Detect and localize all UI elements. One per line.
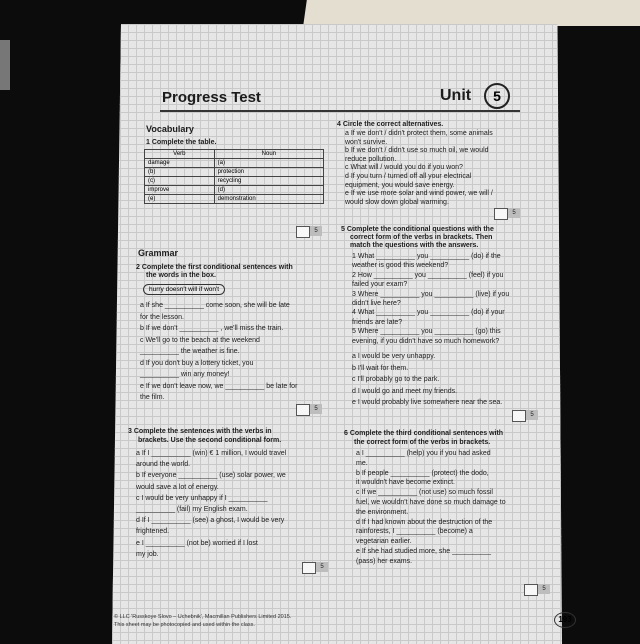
ex5-instruction: match the questions with the answers. xyxy=(350,242,479,249)
exercise-line: e I __________ (not be) worried if I lost xyxy=(136,539,258,547)
score-total: 5 xyxy=(538,584,550,594)
word-box: hurry doesn't will if won't xyxy=(143,284,225,295)
ex6-instruction: the correct form of the verbs in brackets. xyxy=(354,439,491,446)
score-box[interactable] xyxy=(494,208,508,220)
table-header-row xyxy=(145,150,324,159)
exercise-line: 5 Where __________ you __________ (go) this xyxy=(352,328,501,336)
exercise-line: my job. xyxy=(136,550,159,558)
exercise-line: would slow down global warming. xyxy=(345,198,449,206)
exercise-line: a I __________ (help) you if you had asked xyxy=(356,450,491,457)
exercise-line: equipment, you would save energy. xyxy=(345,181,455,189)
score-box[interactable] xyxy=(296,404,310,416)
exercise-line: fuel, we wouldn't have done so much damage to xyxy=(356,499,506,506)
vocabulary-heading: Vocabulary xyxy=(146,124,194,134)
exercise-line: b If we don't / didn't use so much oil, we would xyxy=(345,147,489,155)
table-cell: (d) xyxy=(214,186,323,195)
exercise-line: a If she __________ come soon, she will be late xyxy=(140,302,290,309)
exercise-line: __________ the weather is fine. xyxy=(140,348,240,355)
exercise-line: a I would be very unhappy. xyxy=(352,353,436,360)
ex6-instruction: 6 Complete the third conditional sentences with xyxy=(344,430,504,437)
table-cell: recycling xyxy=(214,177,323,186)
exercise-line: the environment. xyxy=(356,508,409,516)
table-row xyxy=(145,168,324,177)
exercise-line: the film. xyxy=(140,394,165,401)
exercise-line: for the lesson. xyxy=(140,313,184,321)
exercise-line: reduce pollution. xyxy=(345,155,397,163)
exercise-line: b If people __________ (protect) the dodo, xyxy=(356,469,489,477)
exercise-line: d If I __________ (see) a ghost, I would be very xyxy=(136,517,285,525)
exercise-line: d If I had known about the destruction of the xyxy=(356,518,493,526)
exercise-line: evening, if you didn't have so much homework? xyxy=(352,337,500,345)
exercise-line: me. xyxy=(356,459,368,467)
ex3-instruction: 3 Complete the sentences with the verbs in xyxy=(128,428,272,435)
table-row xyxy=(145,195,324,204)
exercise-line: vegetarian earlier. xyxy=(356,538,412,546)
exercise-line: d I would go and meet my friends. xyxy=(352,387,458,395)
exercise-line: a If we don't / didn't protect them, some animals xyxy=(345,130,493,137)
exercise-line: d If you turn / turned off all your electrical xyxy=(345,173,472,180)
ex2-instruction: 2 Complete the first conditional sentences with xyxy=(136,264,293,271)
score-total: 5 xyxy=(316,562,328,572)
page-number: 193 xyxy=(554,612,576,628)
exercise-line: c We'll go to the beach at the weekend xyxy=(140,336,260,344)
exercise-line: c If we __________ (not use) so much fossil xyxy=(356,489,493,497)
column-header: Verb xyxy=(145,150,215,159)
ex2-instruction: the words in the box. xyxy=(146,272,217,279)
exercise-line: weather is good this weekend? xyxy=(352,262,449,270)
ex5-instruction: correct form of the verbs in brackets. Then xyxy=(350,234,493,241)
table-cell: protection xyxy=(214,168,323,177)
exercise-line: e I would probably live somewhere near the sea. xyxy=(352,399,503,406)
exercise-line: won't survive. xyxy=(345,138,388,146)
exercise-line: around the world. xyxy=(136,461,191,469)
exercise-line: 1 What __________ you __________ (do) if the xyxy=(352,253,501,260)
table-cell: demonstration xyxy=(214,195,323,204)
exercise-line: d If you don't buy a lottery ticket, you xyxy=(140,359,254,367)
score-total: 5 xyxy=(310,226,322,236)
score-total: 5 xyxy=(508,208,520,218)
exercise-line: it wouldn't have become extinct. xyxy=(356,479,456,487)
table-cell: improve xyxy=(145,186,215,195)
copyright-text: © LLC 'Russkoye Slovo – Uchebnik', Macmillan Publishers Limited 2015. xyxy=(114,614,292,620)
unit-label: Unit xyxy=(440,87,472,104)
exercise-line: c I would be very unhappy if I __________ xyxy=(136,494,268,502)
exercise-line: b If we don't __________ , we'll miss the train. xyxy=(140,325,284,332)
exercise-line: __________ win any money! xyxy=(140,371,230,378)
exercise-line: e If she had studied more, she __________ xyxy=(356,548,492,555)
exercise-line: 2 How __________ you __________ (feel) if you xyxy=(352,271,504,279)
table-cell: (c) xyxy=(145,177,215,186)
table-row xyxy=(145,177,324,186)
header-rule xyxy=(160,110,520,112)
exercise-line: __________ (fail) my English exam. xyxy=(136,506,248,513)
ex1-instruction: 1 Complete the table. xyxy=(146,139,217,146)
exercise-line: c What will / would you do if you won? xyxy=(345,164,463,172)
exercise-line: (pass) her exams. xyxy=(356,557,413,565)
score-total: 5 xyxy=(310,404,322,414)
ex4-instruction: 4 Circle the correct alternatives. xyxy=(337,121,444,128)
ex5-instruction: 5 Complete the conditional questions with the xyxy=(341,226,494,233)
exercise-line: e If we don't leave now, we __________ be late for xyxy=(140,382,298,390)
score-box[interactable] xyxy=(512,410,526,422)
ex3-instruction: brackets. Use the second conditional form. xyxy=(138,437,282,444)
exercise-line: b If everyone __________ (use) solar power, we xyxy=(136,472,286,480)
unit-number-badge: 5 xyxy=(484,83,510,109)
table-row xyxy=(145,159,324,168)
exercise-line: rainforests, I __________ (become) a xyxy=(356,528,473,536)
table-cell: damage xyxy=(145,159,215,168)
table-cell: (a) xyxy=(214,159,323,168)
score-box[interactable] xyxy=(524,584,538,596)
table-cell: (e) xyxy=(145,195,215,204)
exercise-line: e If we use more solar and wind power, we will / xyxy=(345,190,493,198)
vocabulary-table xyxy=(144,149,324,204)
exercise-line: 3 Where __________ you __________ (live) if you xyxy=(352,290,510,298)
background-object xyxy=(0,40,10,90)
exercise-line: didn't live here? xyxy=(352,300,401,307)
table-row xyxy=(145,186,324,195)
table-cell: (b) xyxy=(145,168,215,177)
exercise-line: failed your exam? xyxy=(352,281,408,289)
page-title: Progress Test xyxy=(162,89,261,106)
exercise-line: would save a lot of energy. xyxy=(136,483,219,491)
exercise-line: c I'll probably go to the park. xyxy=(352,376,440,383)
score-total: 5 xyxy=(526,410,538,420)
score-box[interactable] xyxy=(302,562,316,574)
column-header: Noun xyxy=(214,150,323,159)
photocopy-note: This sheet may be photocopied and used within the class. xyxy=(114,622,255,628)
background-paper xyxy=(303,0,640,26)
score-box[interactable] xyxy=(296,226,310,238)
exercise-line: frightened. xyxy=(136,528,170,536)
exercise-line: a If I __________ (win) € 1 million, I would travel xyxy=(136,450,287,457)
exercise-line: friends are late? xyxy=(352,318,403,326)
exercise-line: 4 What __________ you __________ (do) if your xyxy=(352,309,505,317)
exercise-line: b I'll wait for them. xyxy=(352,364,409,372)
grammar-heading: Grammar xyxy=(138,248,179,258)
